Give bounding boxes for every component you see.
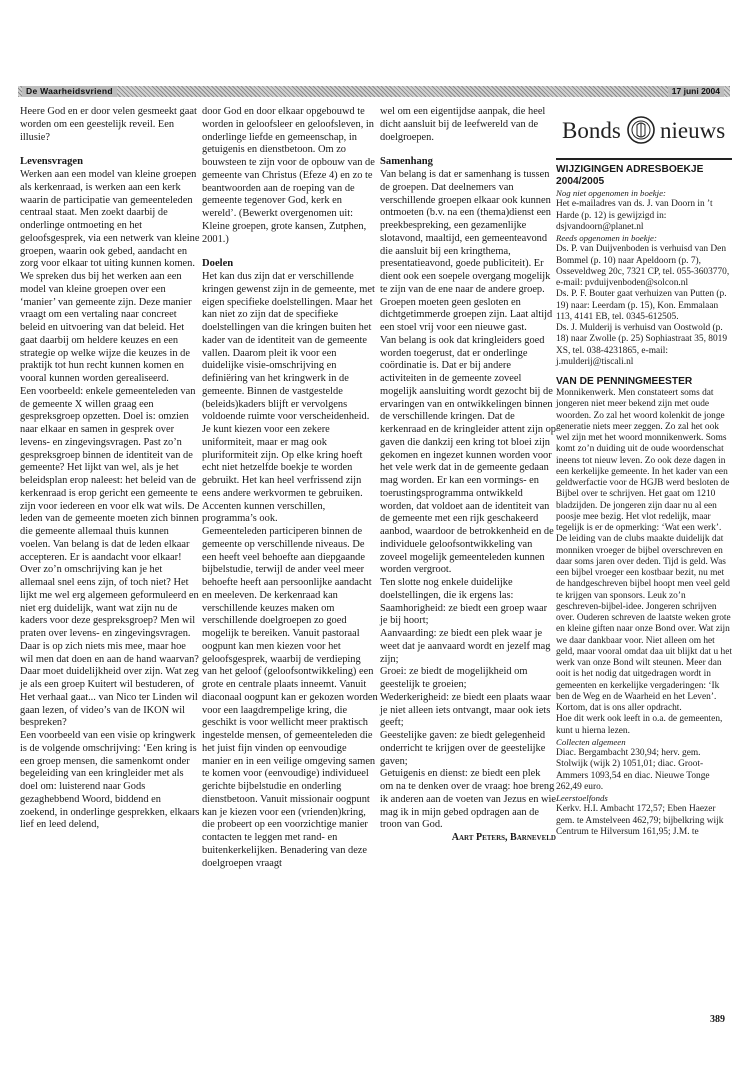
logo-word-right: nieuws bbox=[660, 118, 726, 143]
paragraph: Gemeenteleden participeren binnen de gemeente op verschillende niveaus. De een heeft veel behoefte aan diepgaande bijbelstudie, terwijl de ander veel meer behoefte heeft aan persoonlijke aandacht en meeleven. De kerkenraad kan verschillende keuzes maken om verschillende doelgroepen zo goed mogelijk te bereiken. Vanuit pastoraal oogpunt kan men kiezen voor het geloofsgesprek, waarbij de verdieping van het geloof (geloofsontwikkeling) een grote en centrale plaats inneemt. Vanuit diaconaal oogpunt kan er gekozen worden voor een laagdrempelige kring, die geschikt is voor wellicht meer praktisch ingestelde mensen, of gemeenteleden die het juist fijn vinden op eenvoudige manier en in een veilige omgeving samen te komen voor (eenvoudige) individueel gerichte bijbelstudie en onderling dienstbetoon. Vanuit missionair oogpunt kan je kiezen voor een (vrienden)kring, die probeert op een voorzichtige manier contacten te leggen met rand- en buitenkerkelijken. Benadering van deze doelgroepen vraagt bbox=[202, 526, 378, 869]
bond-emblem-icon bbox=[626, 115, 656, 145]
paragraph: Heere God en er door velen gesmeekt gaat worden om een geestelijk reveil. Een illusie? bbox=[20, 106, 197, 143]
news-heading: VAN DE PENNINGMEESTER bbox=[556, 376, 693, 387]
paragraph: Van belang is dat er samenhang is tussen de groepen. Dat deelnemers van verschillende groepen elkaar ook kunnen ontmoeten (b.v. na een (thema)dienst een preekbespreking, een gezamenlijke slotavond, maaltijd, een gemeenteavond die aansluit bij een kringthema, presentatieavond, goede publiciteit). Er dient ook een soepele overgang mogelijk te zijn van de ene naar de andere groep. Groepen moeten geen gesloten en dichtgetimmerde groepen zijn. Laat altijd een stoel vrij voor een nieuwe gast. bbox=[380, 169, 553, 333]
paragraph: Een voorbeeld van een visie op kringwerk is de volgende omschrijving: ‘Een kring is een groep mensen, die samenkomt onder begeleiding van een kringleider met als doel om: luisterend naar Gods gezaghebbend Woord, biddend en zoekend, in onderlinge gesprekken, elkaars lief en leed delend, bbox=[20, 730, 200, 831]
paragraph: Geestelijke gaven: ze biedt gelegenheid onderricht te krijgen over de geestelijke gaven; bbox=[380, 730, 546, 767]
column-3 bbox=[380, 106, 556, 845]
paragraph: Ds. P. van Duijvenboden is verhuisd van Den Bommel (p. 10) naar Apeldoorn (p. 7), Osseveldweg 20c, 7321 CP, tel. 055-3603770, e-mail: pvduijvenboden@solcon.nl bbox=[556, 244, 730, 288]
paragraph: Kerkv. H.I. Ambacht 172,57; Eben Haezer gem. te Amstelveen 462,79; bijbelkring wijk Centrum te Hilversum 161,95; J.M. te bbox=[556, 804, 724, 837]
paragraph: Getuigenis en dienst: ze biedt een plek om na te denken over de vraag: hoe breng ik anderen aan de voeten van Jezus en wie mag ik in mijn gebed opdragen aan de troon van God. bbox=[380, 768, 556, 831]
author-signature: Aart Peters, Barneveld bbox=[451, 832, 556, 843]
bondsnieuws-logo bbox=[562, 112, 732, 152]
paragraph: Hoe dit werk ook leeft in o.a. de gemeenten, kunt u hierna lezen. bbox=[556, 714, 723, 736]
paragraph: Werken aan een model van kleine groepen als kerkenraad, is werken aan een kerk waarin de participatie van gemeenteleden centraal staat. Men zoekt daarbij de onderlinge ontmoeting en het geloofsgesprek, via een netwerk van kleine groepen, waarin ook gebed, aandacht en zorg voor elkaar tot uiting kunnen komen. We spreken dus bij het werken aan een model van kleine groepen over een ‘manier’ van gemeente zijn. Deze manier vraagt om een vertaling naar concreet beleid en uitvoering van dat beleid. Het gaat daarbij om heldere keuzes en een strategie op welke wijze die keuzes in de praktijk tot hun recht kunnen komen en vooral kunnen worden gerealiseerd. bbox=[20, 169, 200, 384]
section-heading: Levensvragen bbox=[20, 156, 83, 168]
paragraph: door God en door elkaar opgebouwd te worden in geloofsleer en geloofsleven, in onderlinge liefde en gemeenschap, in getuigenis en dienstbetoon. Om zo bouwsteen te zijn voor de opbouw van de gemeente van Christus (Efeze 4) en zo te beantwoorden aan de roeping van de gemeente tegenover God, kerk en wereld’. (Bewerkt overgenomen uit: Kleine groepen, grote kansen, Zutphen, 2001.) bbox=[202, 106, 375, 245]
column-2 bbox=[202, 106, 378, 870]
section-rule bbox=[556, 158, 732, 160]
page-number: 389 bbox=[710, 1014, 725, 1025]
paragraph: Ds. P. F. Bouter gaat verhuizen van Putten (p. 19) naar: Leerdam (p. 15), Kon. Emmalaan 113, 4141 EB, tel. 0345-612505. bbox=[556, 289, 727, 322]
paragraph: Het kan dus zijn dat er verschillende kringen gewenst zijn in de gemeente, met eigen specifieke doelstellingen. Maar het kan niet zo zijn dat de specifieke doelstellingen van die kringen buiten het kader van de identiteit van de gemeente vallen. Daarom pleit ik voor een duidelijke visie-omschrijving en definiëring van het kringwerk in de gemeente. Binnen de vastgestelde (beleids)kaders blijft er vervolgens voldoende ruimte voor verscheidenheid. Je kunt kiezen voor een zekere uniformiteit, maar er mag ook pluriformiteit zijn. Op elke kring hoeft echt niet hetzelfde boekje te worden gebruikt. Het kan heel verfrissend zijn eens andere werkvormen te gebruiken. Accenten kunnen verschillen, programma’s ook. bbox=[202, 271, 375, 525]
section-heading: Samenhang bbox=[380, 156, 433, 168]
logo-word-left: Bonds bbox=[562, 118, 621, 143]
running-header bbox=[18, 86, 730, 97]
masthead: De Waarheidsvriend bbox=[22, 86, 117, 97]
italic-note: Reeds opgenomen in boekje: bbox=[556, 233, 657, 243]
paragraph: Wederkerigheid: ze biedt een plaats waar je niet alleen iets ontvangt, maar ook iets geeft; bbox=[380, 691, 551, 729]
paragraph: Monnikenwerk. Men constateert soms dat jongeren niet meer bekend zijn met oude woorden. Zo zal het woord kolenkit de jonge generatie niets meer zeggen. Zo zal het ook wel zijn met het woord monnikenwerk. Soms komt zo’n duiding uit de oude woordenschat ineens tot nieuw leven. Zo ook deze dagen in een kerkelijke gemeente. In het kader van een geldwerfactie voor de HGJB werd besloten de Bijbel over te schrijven. Het gaat om 1210 bladzijden. De jongeren zijn daar nu al een poosje mee bezig. Het vlot redelijk, maar tegelijk is er de opmerking: ‘Wat een werk’. De leiding van de clubs maakte duidelijk dat monniken vroeger de bijbel overschreven en daar soms jaren over deden. Tijd is geld. Was een bijbel vroeger een kostbaar bezit, nu met de handgeschreven bijbel hoopt men veel geld te krijgen van sponsors. Leuk zo’n geschreven-bijbel-idee. Jongeren schrijven over. Ouderen schreven de laatste weken grote en kleine giften naar onze Bond over. Wat zijn we daar dankbaar voor. Niet alleen om het geld, maar vooral omdat daa uit blijkt dat u het werk van onze Bond wilt steunen. Meer dan ooit is het nodig dat uitgedragen wordt in gemeenten en kerkelijke vergaderingen: ‘Ik ben de Weg en de Waarheid en het Leven’. Kortom, dat is ons aller opdracht. bbox=[556, 388, 732, 713]
column-1 bbox=[20, 106, 200, 832]
italic-note: Collecten algemeen bbox=[556, 736, 626, 747]
paragraph: wel om een eigentijdse aanpak, die heel dicht aansluit bij de leefwereld van de doelgroepen. bbox=[380, 106, 546, 143]
paragraph: Van belang is ook dat kringleiders goed worden toegerust, dat er onderlinge coördinatie is. Dat er bij andere activiteiten in de gemeente zoveel mogelijk aansluiting wordt gezocht bij de ervaringen van en ontwikkelingen binnen de verschillende kringen. Dat de kerkenraad en de kringleider attent zijn op gaven die dankzij een kring tot bloei zijn gekomen en ingezet kunnen worden voor het vele werk dat in de gemeente gedaan mag worden. Er kan een vormings- en toerustingsprogramma ontwikkeld worden, dat voldoet aan de identiteit van de gemeente met een rijk geschakeerd aanbod, waardoor de betrokkenheid en de individuele geloofsontwikkeling van zoveel mogelijk gemeenteleden kunnen worden vergroot. bbox=[380, 334, 556, 576]
paragraph: Groei: ze biedt de mogelijkheid om geestelijk te groeien; bbox=[380, 666, 528, 690]
paragraph: Saamhorigheid: ze biedt een groep waar je bij hoort; bbox=[380, 602, 548, 627]
paragraph: Ten slotte nog enkele duidelijke doelstellingen, die ik ergens las: bbox=[380, 577, 514, 601]
news-heading: WIJZIGINGEN ADRESBOEKJE 2004/2005 bbox=[556, 164, 704, 187]
paragraph: Aanvaarding: ze biedt een plek waar je weet dat je aanvaard wordt en jezelf mag zijn; bbox=[380, 628, 551, 665]
italic-note: Nog niet opgenomen in boekje: bbox=[556, 188, 666, 198]
paragraph: Een voorbeeld: enkele gemeenteleden van de gemeente X willen graag een gespreksgroep opzetten. Doel is: omzien naar elkaar en samen in gesprek over levens- en zingevingsvragen. Past zo’n gespreksgroep binnen de identiteit van de gemeente? Het lijkt van wel, als je het beleidsplan erop naleest: het beleid van de kerkenraad is erop gericht een gemeente te zijn voor iedereen en voor elk wat wils. De leden van de gemeente moeten zich binnen die gemeente allemaal thuis kunnen voelen. Van belang is dat de leden elkaar accepteren. Er is aandacht voor elkaar! Over zo’n omschrijving kan je het allemaal snel eens zijn, of toch niet? Het lijkt me wel erg algemeen geformuleerd en niet erg duidelijk, want wat zijn nu de kaders voor deze gespreksgroep? Men wil praten over levens- en zingevingsvragen. Daar is op zich niets mis mee, maar hoe wil men dat doen en aan de hand waarvan? Daar moet duidelijkheid over zijn. Wat zeg je als een groep Kuitert wil bestuderen, of Het verhaal gaat... van Nico ter Linden wil gaan lezen, of video’s van de IKON wil bespreken? bbox=[20, 385, 200, 729]
paragraph: Diac. Bergambacht 230,94; herv. gem. Stolwijk (wijk 2) 1051,01; diac. Groot-Ammers 1093,54 en diac. Nieuwe Tonge 262,49 euro. bbox=[556, 748, 710, 792]
paragraph: Het e-mailadres van ds. J. van Doorn in ’t Harde (p. 12) is gewijzigd in: dsjvandoorn@planet.nl bbox=[556, 199, 713, 232]
italic-note: Leerstoelfonds bbox=[556, 793, 608, 803]
issue-date: 17 juni 2004 bbox=[668, 86, 724, 97]
paragraph: Ds. J. Mulderij is verhuisd van Oostwold (p. 18) naar Zwolle (p. 25) Sophiastraat 35, 8019 XS, tel. 038-4231865, e-mail: j.mulderij@tiscali.nl bbox=[556, 323, 728, 367]
section-heading: Doelen bbox=[202, 258, 234, 270]
column-4-bondsnieuws bbox=[556, 164, 732, 838]
